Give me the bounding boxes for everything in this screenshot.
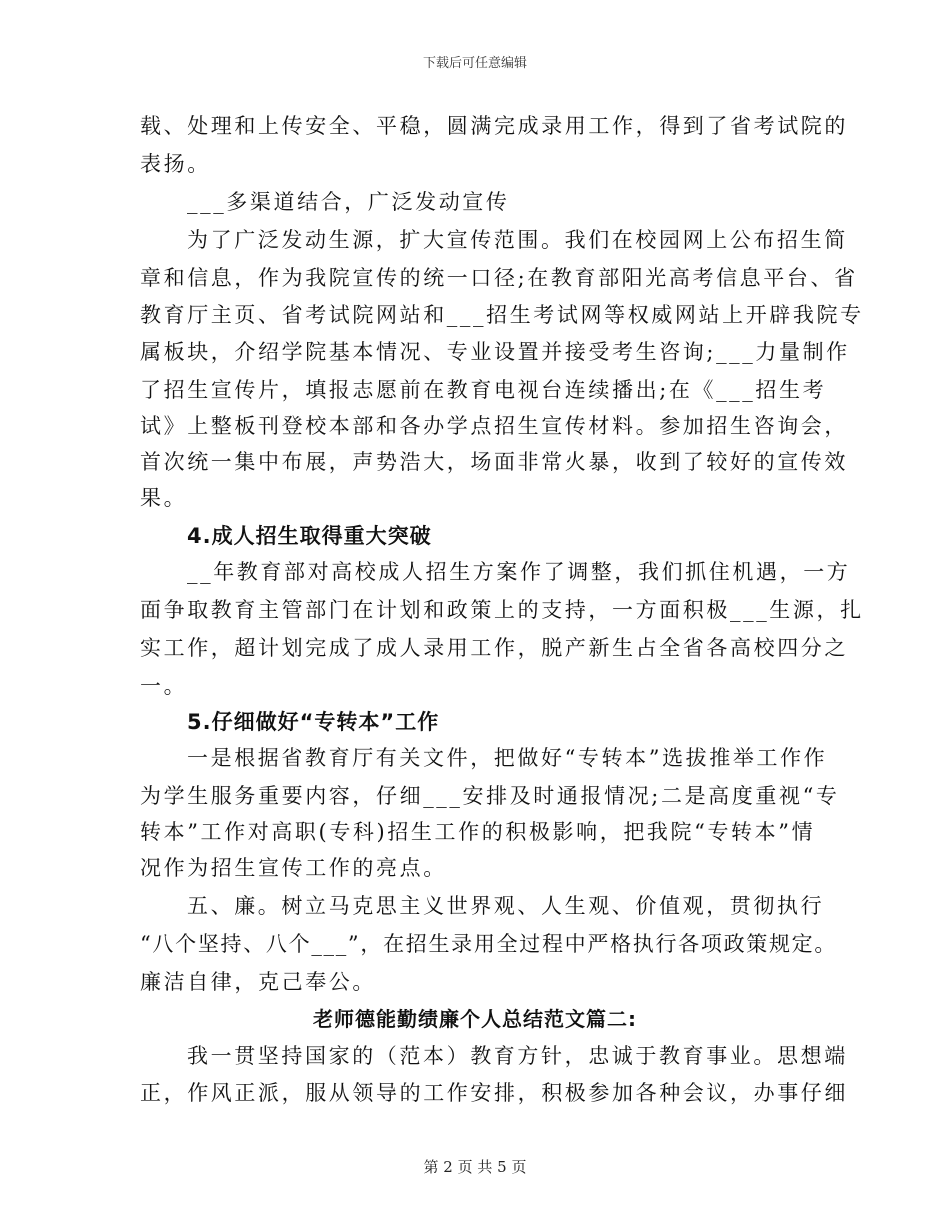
- body-line: 载、处理和上传安全、平稳，圆满完成录用工作，得到了省考试院的: [140, 114, 848, 138]
- body-line: 教育厅主页、省考试院网站和___招生考试网等权威网站上开辟我院专: [140, 303, 864, 327]
- body-line: 章和信息，作为我院宣传的统一口径;在教育部阳光高考信息平台、省: [140, 266, 858, 290]
- article-title: 老师德能勤绩廉个人总结范文篇二:: [313, 1007, 637, 1031]
- body-line: 试》上整板刊登校本部和各办学点招生宣传材料。参加招生咨询会，: [140, 414, 848, 438]
- body-line: 了招生宣传片，填报志愿前在教育电视台连续播出;在《___招生考: [140, 378, 827, 402]
- body-line: 况作为招生宣传工作的亮点。: [140, 856, 447, 880]
- body-line: 属板块，介绍学院基本情况、专业设置并接受考生咨询;___力量制作: [140, 340, 850, 364]
- body-line: 廉洁自律，克己奉公。: [140, 970, 376, 994]
- section-line: ___多渠道结合，广泛发动宣传: [187, 190, 510, 214]
- section-heading: 5.仔细做好“专转本”工作: [187, 710, 440, 734]
- page-number: 第 2 页 共 5 页: [423, 1158, 527, 1176]
- body-line: 正，作风正派，服从领导的工作安排，积极参加各种会议，办事仔细: [140, 1081, 848, 1105]
- body-line: 为学生服务重要内容，仔细___安排及时通报情况;二是高度重视“专: [140, 784, 840, 808]
- body-line: 首次统一集中布展，声势浩大，场面非常火暴，收到了较好的宣传效: [140, 450, 848, 474]
- body-line: 实工作，超计划完成了成人录用工作，脱产新生占全省各高校四分之: [140, 636, 848, 660]
- section-heading: 4.成人招生取得重大突破: [187, 524, 432, 548]
- body-line: “八个坚持、八个___”，在招生录用全过程中严格执行各项政策规定。: [140, 932, 838, 956]
- body-line: 表扬。: [140, 152, 211, 176]
- body-line: 转本”工作对高职(专科)招生工作的积极影响，把我院“专转本”情: [140, 820, 816, 844]
- body-line: 果。: [140, 486, 188, 510]
- body-line: 为了广泛发动生源，扩大宣传范围。我们在校园网上公布招生简: [187, 228, 848, 252]
- body-line: 五、廉。树立马克思主义世界观、人生观、价值观，贯彻执行: [187, 894, 825, 918]
- body-line: __年教育部对高校成人招生方案作了调整，我们抓住机遇，一方: [187, 560, 851, 584]
- body-line: 一是根据省教育厅有关文件，把做好“专转本”选拔推举工作作: [187, 746, 828, 770]
- body-line: 面争取教育主管部门在计划和政策上的支持，一方面积极___生源，扎: [140, 598, 864, 622]
- body-line: 一。: [140, 674, 188, 698]
- body-line: 我一贯坚持国家的（范本）教育方针，忠诚于教育事业。思想端: [187, 1044, 848, 1068]
- page-header: 下载后可任意编辑: [422, 56, 527, 71]
